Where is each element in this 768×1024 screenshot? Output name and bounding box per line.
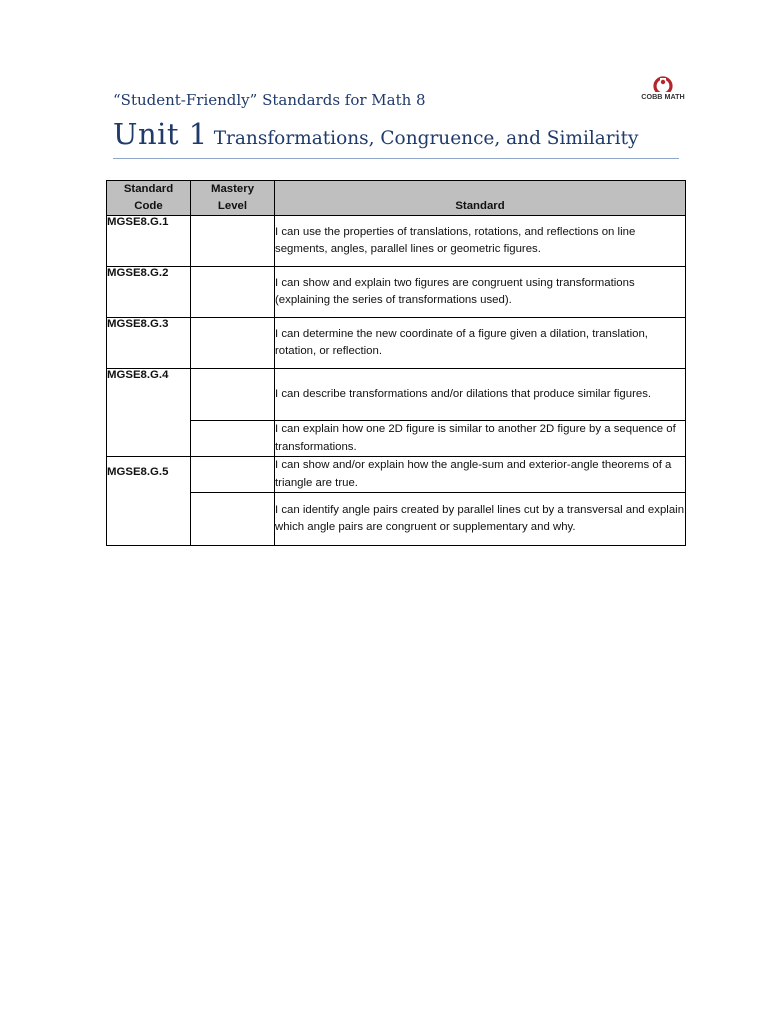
table-header-row — [107, 181, 686, 216]
standard-text-cell: I can identify angle pairs created by parallel lines cut by a transversal and explain which angle pairs are congruent or supplementary and why. — [275, 493, 686, 546]
header-level-line1: Mastery — [210, 183, 255, 195]
mastery-level-cell[interactable] — [191, 216, 275, 267]
header-standard: Standard — [275, 181, 686, 216]
unit-name: Transformations, Congruence, and Similarity — [213, 128, 639, 149]
standard-text-cell: I can determine the new coordinate of a figure given a dilation, translation, rotation, or reflection. — [275, 318, 686, 369]
table-row — [107, 457, 686, 493]
document-subtitle: “Student-Friendly” Standards for Math 8 — [113, 91, 426, 109]
unit-label: Unit 1 — [113, 117, 208, 151]
header-mastery-level — [191, 181, 275, 216]
logo-text: COBB MATH — [641, 92, 685, 101]
mastery-level-cell[interactable] — [191, 421, 275, 457]
standards-table — [106, 180, 686, 546]
mastery-level-cell[interactable] — [191, 318, 275, 369]
logo-dot — [661, 80, 665, 84]
table-row — [107, 493, 686, 546]
standard-code-cell: MGSE8.G.4 — [107, 369, 191, 457]
standard-text-cell: I can show and explain two figures are congruent using transformations (explaining the series of transformations used). — [275, 267, 686, 318]
standard-code-cell: MGSE8.G.3 — [107, 318, 191, 369]
standard-text-cell: I can explain how one 2D figure is similar to another 2D figure by a sequence of transformations. — [275, 421, 686, 457]
page-title — [113, 117, 638, 151]
table-row — [107, 267, 686, 318]
table-row — [107, 216, 686, 267]
mastery-level-cell[interactable] — [191, 369, 275, 421]
mastery-level-cell[interactable] — [191, 457, 275, 493]
header-code-line1: Standard — [123, 183, 174, 195]
standard-text-cell: I can describe transformations and/or dilations that produce similar figures. — [275, 369, 686, 421]
cobb-math-logo — [640, 76, 686, 106]
table-row — [107, 318, 686, 369]
mastery-level-cell[interactable] — [191, 493, 275, 546]
standard-code-cell: MGSE8.G.5 — [107, 457, 191, 546]
header-standard-code — [107, 181, 191, 216]
mastery-level-cell[interactable] — [191, 267, 275, 318]
standard-code-cell: MGSE8.G.1 — [107, 216, 191, 267]
table-row — [107, 421, 686, 457]
standard-code-cell: MGSE8.G.2 — [107, 267, 191, 318]
header-code-line2: Code — [134, 200, 163, 212]
standard-text-cell: I can use the properties of translations, rotations, and reflections on line segments, angles, parallel lines or geometric figures. — [275, 216, 686, 267]
standard-text-cell: I can show and/or explain how the angle-sum and exterior-angle theorems of a triangle are true. — [275, 457, 686, 493]
table-row — [107, 369, 686, 421]
title-divider — [113, 158, 679, 159]
header-level-line2: Level — [217, 200, 248, 212]
